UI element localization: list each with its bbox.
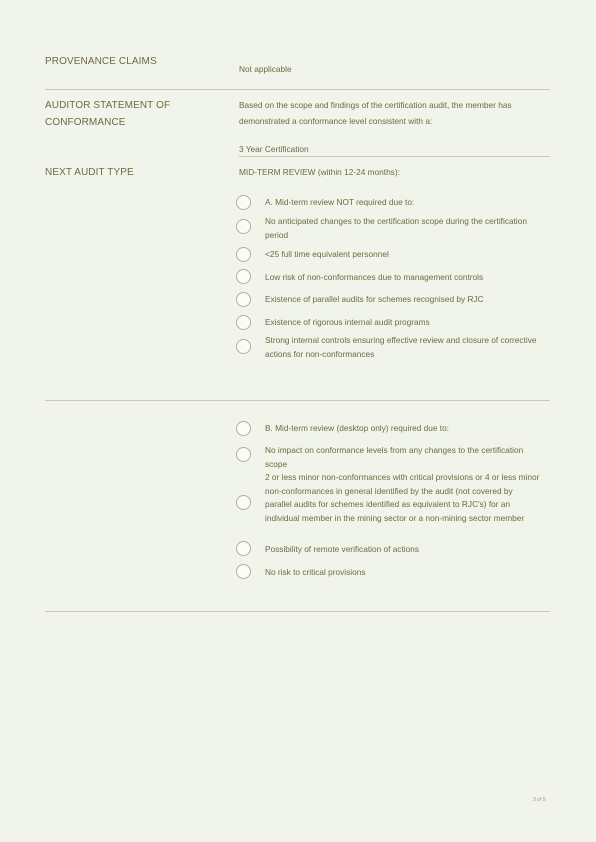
option-label: No risk to critical provisions [265,567,366,577]
option-label: Strong internal controls ensuring effective review and closure of corrective actions for non-conformances [265,335,537,359]
radio-button[interactable] [236,195,251,210]
option-label: No impact on conformance levels from any changes to the certification scope [265,445,524,469]
section-divider [45,400,550,401]
radio-button[interactable] [236,247,251,262]
option-label: Possibility of remote verification of actions [265,544,420,554]
auditor-statement-label: AUDITOR STATEMENT OF CONFORMANCE [45,100,171,128]
section-divider [45,89,550,90]
provenance-claims-label: PROVENANCE CLAIMS [45,56,157,67]
mid-term-review-heading: MID-TERM REVIEW (within 12-24 months): [239,167,400,177]
option-label: No anticipated changes to the certification scope during the certification period [265,216,527,240]
certification-result: 3 Year Certification [239,144,309,154]
option-label: Existence of rigorous internal audit programs [265,317,430,327]
option-label: 2 or less minor non-conformances with critical provisions or 4 or less minor non-conformances in general identified by the audit (not covered by parallel audits for schemes identified as equivalent to RJC's) for an individual member in the mining sector or a non-mining sector member [265,472,540,523]
option-label: <25 full time equivalent personnel [265,249,389,259]
result-underline [239,156,550,157]
option-label: Existence of parallel audits for schemes recognised by RJC [265,294,484,304]
option-label: A. Mid-term review NOT required due to: [265,197,415,207]
auditor-statement-text: Based on the scope and findings of the certification audit, the member has demonstrated a conformance level consistent with a: [239,100,512,126]
radio-button[interactable] [236,269,251,284]
radio-button[interactable] [236,421,251,436]
radio-button[interactable] [236,447,251,462]
provenance-claims-value: Not applicable [239,64,292,74]
next-audit-type-label: NEXT AUDIT TYPE [45,167,134,178]
radio-button[interactable] [236,315,251,330]
radio-button[interactable] [236,564,251,579]
radio-button[interactable] [236,495,251,510]
page-number: 3 of 5 [533,797,546,803]
radio-button[interactable] [236,292,251,307]
option-label: Low risk of non-conformances due to management controls [265,272,484,282]
radio-button[interactable] [236,541,251,556]
radio-button[interactable] [236,339,251,354]
option-label: B. Mid-term review (desktop only) required due to: [265,423,449,433]
section-divider [45,611,550,612]
radio-button[interactable] [236,219,251,234]
